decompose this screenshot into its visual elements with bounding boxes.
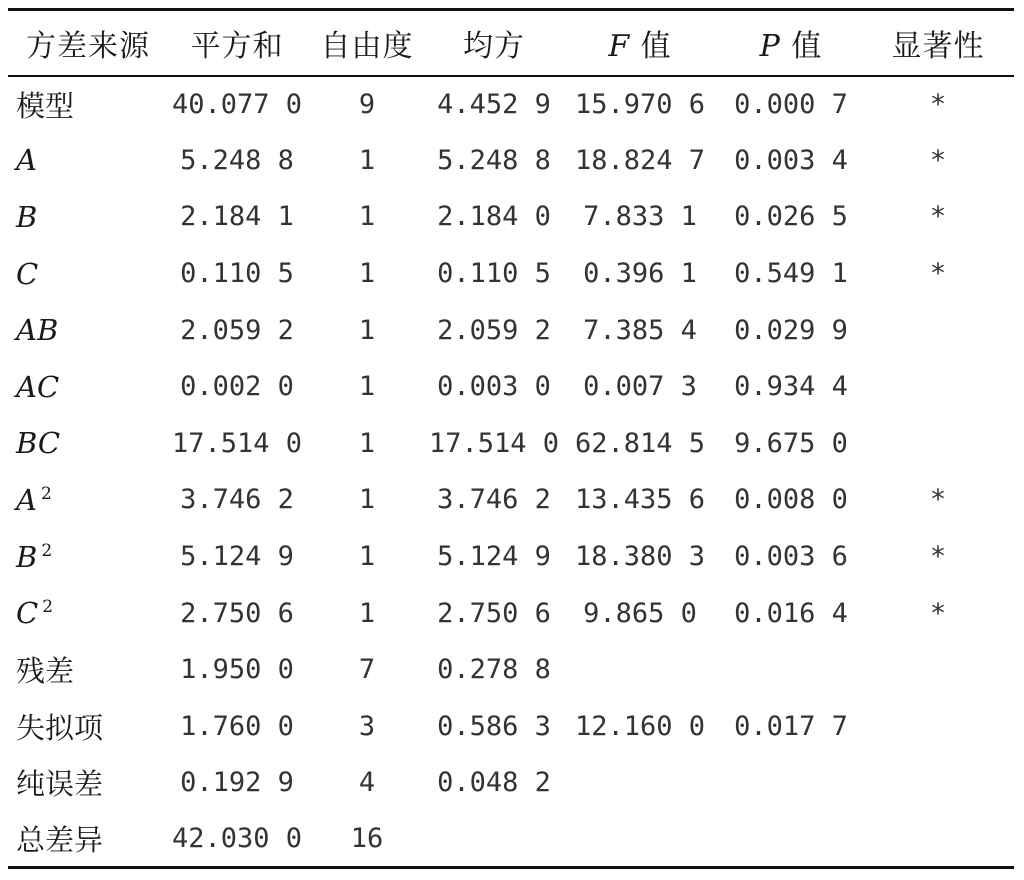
source-term: AC: [16, 369, 60, 404]
cell-f-value: 18.380 3: [574, 541, 706, 573]
cell-f-value: 12.160 0: [574, 710, 706, 742]
cell-p-value: [720, 811, 862, 868]
source-term: AB: [16, 313, 59, 348]
cell-mean-square: 0.110 5: [437, 258, 551, 290]
cell-p-value: [720, 755, 862, 812]
table-row: [8, 132, 1014, 189]
cell-significance: *: [929, 597, 947, 629]
header-significance: 显著性: [891, 28, 985, 64]
header-p-suffix: 值: [780, 28, 823, 64]
cell-f-value: 18.824 7: [574, 144, 706, 176]
cell-significance: [862, 755, 1014, 812]
header-source: 方差来源: [26, 28, 150, 64]
cell-degrees-of-freedom: 7: [358, 654, 376, 686]
cell-significance: [862, 698, 1014, 755]
cell-degrees-of-freedom: 1: [358, 484, 376, 516]
table-body: [8, 76, 1014, 868]
header-row: [8, 10, 1014, 76]
cell-source: [8, 585, 168, 642]
cell-p-value: 0.549 1: [734, 258, 848, 290]
cell-source: 模型: [16, 88, 75, 123]
cell-p-value: 0.003 4: [734, 144, 848, 176]
cell-degrees-of-freedom: 16: [350, 823, 384, 855]
cell-f-value: 15.970 6: [574, 88, 706, 120]
cell-f-value: 0.396 1: [583, 258, 697, 290]
table-row: [8, 472, 1014, 529]
cell-degrees-of-freedom: 1: [358, 371, 376, 403]
table-row: [8, 528, 1014, 585]
source-term: A: [16, 482, 37, 517]
table-row: [8, 641, 1014, 698]
cell-f-value: [560, 811, 720, 868]
source-exponent: 2: [40, 484, 52, 505]
cell-p-value: 0.026 5: [734, 201, 848, 233]
cell-mean-square: 3.746 2: [437, 484, 551, 516]
cell-degrees-of-freedom: 1: [358, 258, 376, 290]
header-p-letter: P: [759, 28, 781, 64]
cell-source: 残差: [16, 654, 75, 689]
cell-f-value: 7.833 1: [583, 201, 697, 233]
cell-p-value: 0.017 7: [734, 710, 848, 742]
cell-mean-square: 5.124 9: [437, 541, 551, 573]
cell-source: 纯误差: [16, 767, 104, 802]
cell-source: [8, 132, 168, 189]
cell-f-value: 13.435 6: [574, 484, 706, 516]
source-term: C: [16, 596, 39, 631]
cell-f-value: 9.865 0: [583, 597, 697, 629]
header-mean-square: 均方: [463, 28, 525, 64]
cell-p-value: 0.008 0: [734, 484, 848, 516]
cell-mean-square: 2.059 2: [437, 314, 551, 346]
cell-sum-of-squares: 0.002 0: [180, 371, 294, 403]
cell-degrees-of-freedom: 1: [358, 427, 376, 459]
table-row: [8, 811, 1014, 868]
cell-source: [8, 358, 168, 415]
cell-mean-square: [428, 811, 560, 868]
table-header: [8, 10, 1014, 76]
header-f-letter: F: [608, 28, 631, 64]
cell-significance: [862, 415, 1014, 472]
cell-mean-square: 5.248 8: [437, 144, 551, 176]
cell-f-value: 62.814 5: [574, 427, 706, 459]
cell-degrees-of-freedom: 1: [358, 541, 376, 573]
header-degrees-of-freedom: 自由度: [320, 28, 414, 64]
cell-sum-of-squares: 0.192 9: [180, 767, 294, 799]
cell-source: [8, 528, 168, 585]
cell-mean-square: 2.184 0: [437, 201, 551, 233]
cell-significance: [862, 358, 1014, 415]
cell-p-value: 0.003 6: [734, 541, 848, 573]
cell-degrees-of-freedom: 9: [358, 88, 376, 120]
cell-p-value: 9.675 0: [734, 427, 848, 459]
source-exponent: 2: [42, 597, 54, 618]
source-term: BC: [16, 426, 61, 461]
cell-p-value: 0.029 9: [734, 314, 848, 346]
cell-sum-of-squares: 5.124 9: [180, 541, 294, 573]
cell-source: [8, 245, 168, 302]
table-row: [8, 698, 1014, 755]
cell-sum-of-squares: 2.750 6: [180, 597, 294, 629]
cell-p-value: [720, 641, 862, 698]
cell-sum-of-squares: 1.760 0: [180, 710, 294, 742]
cell-significance: *: [929, 484, 947, 516]
source-exponent: 2: [41, 540, 53, 561]
header-f-suffix: 值: [630, 28, 672, 64]
cell-source: [8, 415, 168, 472]
cell-source: [8, 189, 168, 246]
table-row: [8, 245, 1014, 302]
cell-f-value: [560, 755, 720, 812]
cell-mean-square: 0.048 2: [437, 767, 551, 799]
table-row: [8, 189, 1014, 246]
cell-sum-of-squares: 17.514 0: [171, 427, 303, 459]
table-row: [8, 755, 1014, 812]
header-f-value: [560, 10, 720, 76]
cell-sum-of-squares: 2.184 1: [180, 201, 294, 233]
table-row: [8, 302, 1014, 359]
cell-source: [8, 472, 168, 529]
header-p-value: [720, 10, 862, 76]
cell-f-value: [560, 641, 720, 698]
cell-sum-of-squares: 0.110 5: [180, 258, 294, 290]
cell-p-value: 0.016 4: [734, 597, 848, 629]
cell-p-value: 0.000 7: [734, 88, 848, 120]
cell-significance: [862, 641, 1014, 698]
cell-degrees-of-freedom: 1: [358, 144, 376, 176]
cell-significance: [862, 811, 1014, 868]
table-row: [8, 358, 1014, 415]
cell-significance: *: [929, 144, 947, 176]
source-term: C: [16, 256, 39, 291]
cell-f-value: 0.007 3: [583, 371, 697, 403]
cell-degrees-of-freedom: 1: [358, 314, 376, 346]
cell-significance: *: [929, 88, 947, 120]
cell-sum-of-squares: 1.950 0: [180, 654, 294, 686]
cell-degrees-of-freedom: 1: [358, 597, 376, 629]
cell-degrees-of-freedom: 3: [358, 710, 376, 742]
cell-degrees-of-freedom: 4: [358, 767, 376, 799]
cell-mean-square: 0.003 0: [437, 371, 551, 403]
cell-mean-square: 2.750 6: [437, 597, 551, 629]
cell-mean-square: 0.278 8: [437, 654, 551, 686]
cell-significance: *: [929, 541, 947, 573]
cell-f-value: 7.385 4: [583, 314, 697, 346]
cell-mean-square: 4.452 9: [437, 88, 551, 120]
source-term: A: [16, 143, 37, 178]
cell-sum-of-squares: 40.077 0: [171, 88, 303, 120]
table-row: [8, 415, 1014, 472]
cell-p-value: 0.934 4: [734, 371, 848, 403]
anova-table: [8, 8, 1014, 869]
source-term: B: [16, 539, 38, 574]
cell-sum-of-squares: 42.030 0: [171, 823, 303, 855]
cell-degrees-of-freedom: 1: [358, 201, 376, 233]
cell-sum-of-squares: 2.059 2: [180, 314, 294, 346]
cell-source: 总差异: [16, 823, 104, 858]
cell-source: 失拟项: [16, 710, 104, 745]
table-row: [8, 585, 1014, 642]
header-sum-of-squares: 平方和: [190, 28, 284, 64]
table-row: [8, 76, 1014, 133]
cell-significance: *: [929, 201, 947, 233]
cell-source: [8, 302, 168, 359]
cell-mean-square: 0.586 3: [437, 710, 551, 742]
cell-significance: *: [929, 258, 947, 290]
cell-significance: [862, 302, 1014, 359]
cell-sum-of-squares: 5.248 8: [180, 144, 294, 176]
source-term: B: [16, 199, 38, 234]
cell-sum-of-squares: 3.746 2: [180, 484, 294, 516]
cell-mean-square: 17.514 0: [428, 427, 560, 459]
